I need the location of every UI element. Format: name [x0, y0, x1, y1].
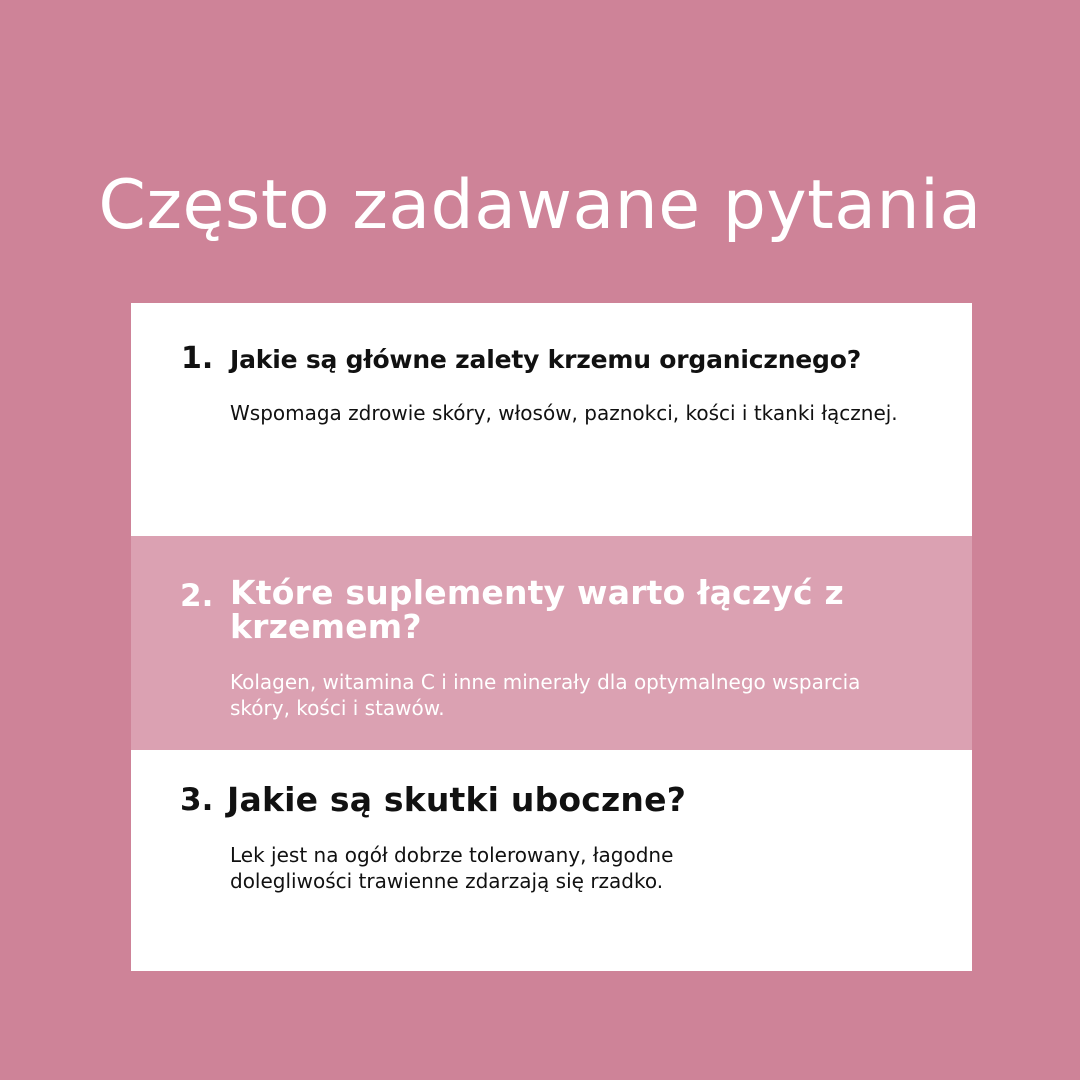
faq-number: 1. [181, 341, 214, 376]
faq-number: 2. [180, 578, 214, 614]
faq-answer: Wspomaga zdrowie skóry, włosów, paznokci, kości i tkanki łącznej. [230, 401, 898, 425]
faq-answer: Lek jest na ogół dobrze tolerowany, łagodne dolegliwości trawienne zdarzają się rzadko. [230, 843, 674, 893]
faq-number: 3. [180, 782, 214, 818]
faq-question: Jakie są główne zalety krzemu organicznego? [230, 345, 862, 374]
page-title: Często zadawane pytania [98, 166, 982, 245]
faq-item-2-highlighted [131, 536, 972, 750]
faq-question: Które suplementy warto łączyć z krzemem? [230, 573, 844, 646]
faq-question: Jakie są skutki uboczne? [227, 780, 687, 819]
faq-item-1 [131, 303, 972, 536]
faq-answer: Kolagen, witamina C i inne minerały dla optymalnego wsparcia skóry, kości i stawów. [230, 670, 861, 720]
faq-card [131, 303, 972, 971]
faq-item-3 [131, 750, 972, 971]
